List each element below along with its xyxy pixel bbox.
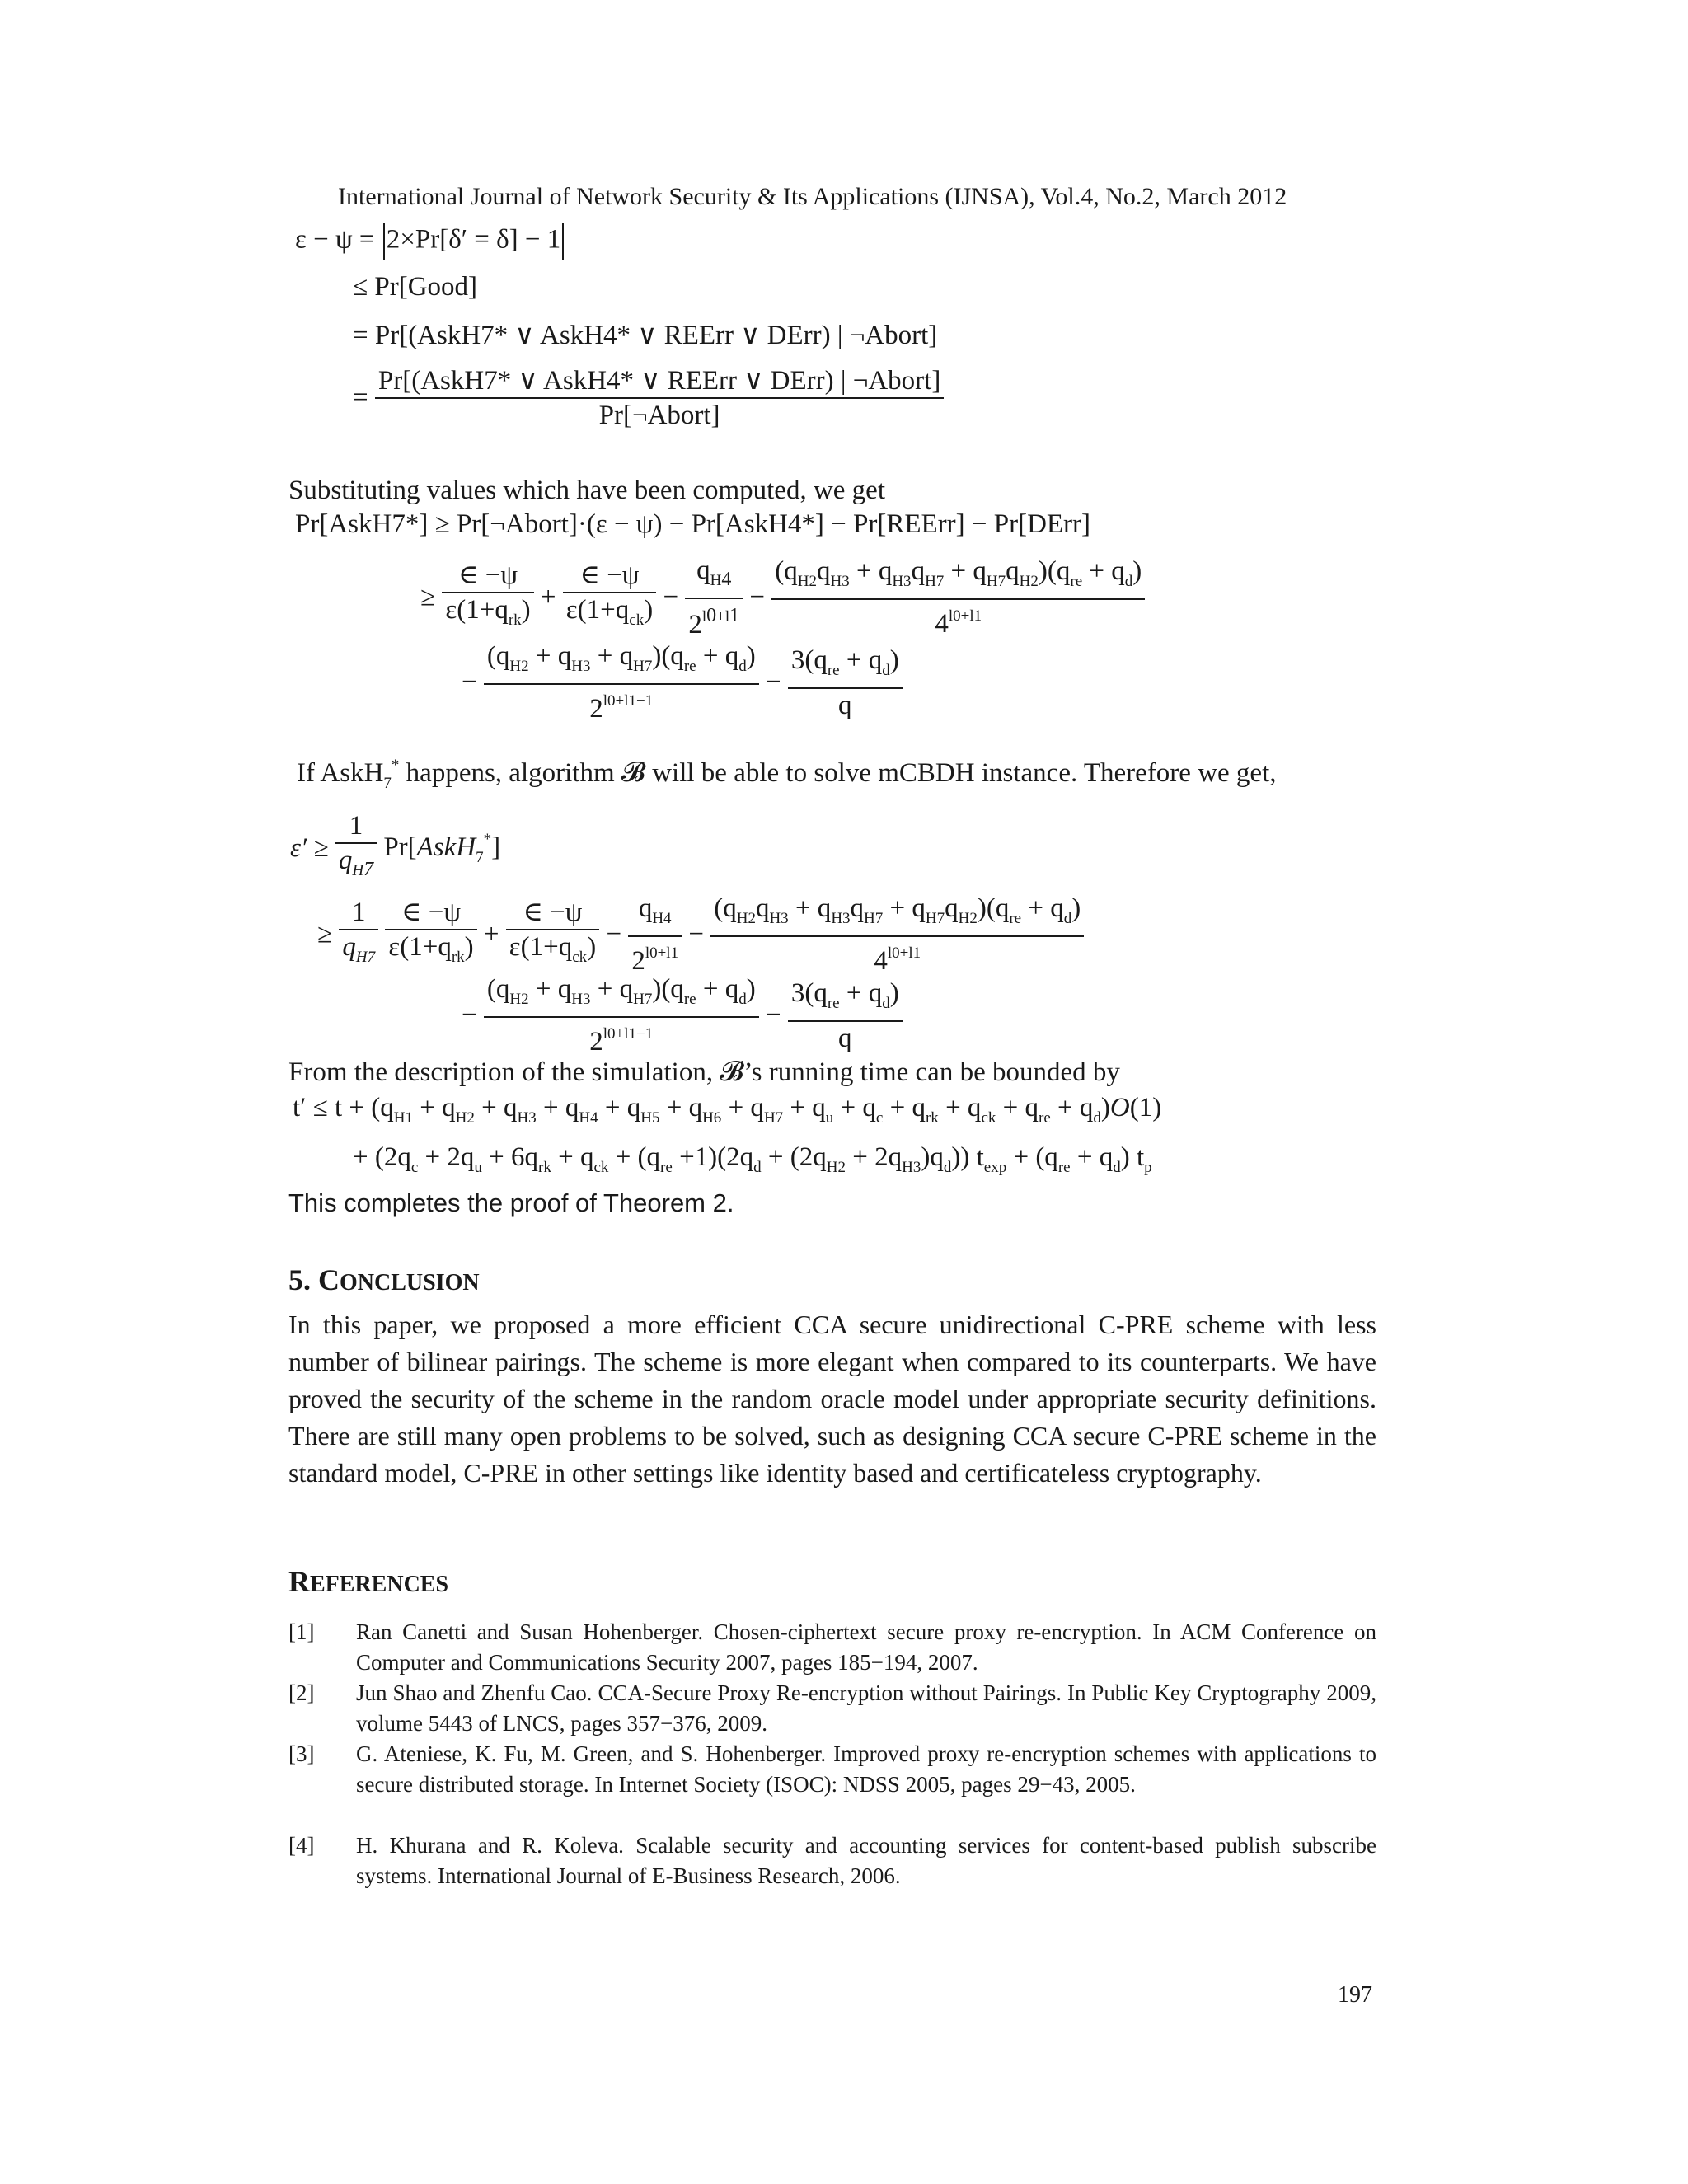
- abs-bar-left: [383, 223, 385, 260]
- bound-expression-1: ≥ $\frac{\in -\psi}{\varepsilon(1+q_{rk})}$ + $\frac{\in -\psi}{\varepsilon(1+q_{ck})}$ − $\frac{q_{H4}}{2^{l0+l1}}$ − $\frac{(q_{H2}q_{H3} + q_{H3}q_{H7} + q_{H7}q_{H2})(q_{re} + q_d)}{4^{l0+l1}}$: [420, 554, 1145, 641]
- references-heading-rest: EFERENCES: [310, 1572, 449, 1597]
- reference-item: [288, 1830, 1376, 1891]
- reference-number: [1]: [288, 1619, 315, 1644]
- page-number: 197: [1338, 1982, 1372, 2008]
- reference-item: [288, 1739, 1376, 1830]
- reference-number: [3]: [288, 1741, 315, 1766]
- if-happens-line: If AskH$_7$* happens, algorithm 𝓑 will be able to solve mCBDH instance. Therefore we get,: [297, 757, 1277, 792]
- substituting-text: Substituting values which have been computed, we get: [288, 476, 886, 505]
- proof-line-1: [295, 223, 565, 260]
- references-heading: [288, 1564, 448, 1599]
- reference-item: [288, 1617, 1376, 1678]
- proof-line-3: = Pr[(AskH7* ∨ AskH4* ∨ REErr ∨ DErr) | ¬Abort]: [353, 321, 938, 350]
- proof-line-2: ≤ Pr[Good]: [353, 272, 478, 302]
- references-heading-first: R: [288, 1565, 310, 1598]
- running-time-line-1: $t' \le t + (q_{H1} + q_{H2} + q_{H3} + q_{H4} + q_{H5} + q_{H6} + q_{H7} + q_u + q_c + q_{rk} + q_{ck} + q_{re} + q_d)O(1)$: [293, 1093, 1162, 1127]
- reference-text: Jun Shao and Zhenfu Cao. CCA-Secure Proxy Re-encryption without Pairings. In Public Key Cryptography 2009, volume 5443 of LNCS, pages 357−376, 2009.: [356, 1680, 1376, 1736]
- conclusion-heading-rest: ONCLUSION: [340, 1270, 480, 1296]
- reference-item: [288, 1678, 1376, 1739]
- if-prefix: If: [297, 758, 315, 788]
- reference-number: [4]: [288, 1833, 315, 1858]
- if-happens-text: happens, algorithm 𝓑 will be able to solve mCBDH instance. Therefore we get,: [406, 758, 1277, 788]
- equals-sign: =: [353, 382, 368, 413]
- reference-text: G. Ateniese, K. Fu, M. Green, and S. Hohenberger. Improved proxy re-encryption schemes with applications to secure distributed storage. In Internet Society (ISOC): NDSS 2005, pages 29−43, 2005.: [356, 1741, 1376, 1797]
- proof-line-1-rhs: 2×Pr[δ′ = δ] − 1: [386, 224, 561, 255]
- fraction-numerator: Pr[(AskH7* ∨ AskH4* ∨ REErr ∨ DErr) | ¬Abort]: [375, 364, 944, 399]
- epsilon-prime-bound: ε′ ≥ $\frac{1}{q_{H7}}$ Pr[AskH$_7$*]: [290, 811, 501, 880]
- bound-expression-2: ≥ $\frac{1}{q_{H7}}$ $\frac{\in -\psi}{\varepsilon(1+q_{rk})}$ + $\frac{\in -\psi}{\varepsilon(1+q_{ck})}$ − $\frac{q_{H4}}{2^{l0+l1}}$ − $\frac{(q_{H2}q_{H3} + q_{H3}q_{H7} + q_{H7}q_{H2})(q_{re} + q_d)}{4^{l0+l1}}$: [317, 892, 1084, 977]
- bound-expression-1-cont: − $\frac{(q_{H2} + q_{H3} + q_{H7})(q_{re} + q_d)}{2^{l0+l1-1}}$ − $\frac{3(q_{re} + q_d)}{q}$: [462, 640, 903, 725]
- proof-fraction: [375, 364, 944, 432]
- proof-line-4: [353, 364, 944, 432]
- bound-expression-2-cont: − $\frac{(q_{H2} + q_{H3} + q_{H7})(q_{re} + q_d)}{2^{l0+l1-1}}$ − $\frac{3(q_{re} + q_d)}{q}$: [462, 972, 903, 1058]
- running-time-line-2: + $(2q_c + 2q_u + 6q_{rk} + q_{ck} + (q_{re} +1)(2q_d + (2q_{H2} + 2q_{H3})q_d)) t_{exp} + (q_{re} + q_d)$ $t_p$: [353, 1142, 1152, 1176]
- abs-bar-right: [562, 223, 564, 260]
- proof-line-1-lhs: ε − ψ =: [295, 224, 375, 255]
- conclusion-heading-num: 5.: [288, 1263, 311, 1296]
- reference-text: Ran Canetti and Susan Hohenberger. Chosen-ciphertext secure proxy re-encryption. In ACM Conference on Computer and Communications Security 2007, pages 185−194, 2007.: [356, 1619, 1376, 1675]
- conclusion-heading: [288, 1263, 480, 1297]
- from-description-text: From the description of the simulation, 𝓑’s running time can be bounded by: [288, 1057, 1120, 1087]
- reference-text: H. Khurana and R. Koleva. Scalable security and accounting services for content-based publish subscribe systems. International Journal of E-Business Research, 2006.: [356, 1833, 1376, 1888]
- journal-header: International Journal of Network Security & Its Applications (IJNSA), Vol.4, No.2, March 2012: [338, 183, 1287, 210]
- conclusion-paragraph: In this paper, we proposed a more efficient CCA secure unidirectional C-PRE scheme with less number of bilinear pairings. The scheme is more elegant when compared to its counterparts. We have proved the security of the scheme in the random oracle model under appropriate security definitions. There are still many open problems to be solved, such as designing CCA secure C-PRE scheme in the standard model, C-PRE in other settings like identity based and certificateless cryptography.: [288, 1310, 1376, 1488]
- fraction-denominator: Pr[¬Abort]: [598, 401, 720, 430]
- conclusion-heading-first: C: [318, 1263, 340, 1296]
- proof-complete-text: This completes the proof of Theorem 2.: [288, 1188, 734, 1217]
- reference-number: [2]: [288, 1680, 315, 1705]
- inequality-1: Pr[AskH7*] ≥ Pr[¬Abort]·(ε − ψ) − Pr[AskH4*] − Pr[REErr] − Pr[DErr]: [295, 509, 1091, 539]
